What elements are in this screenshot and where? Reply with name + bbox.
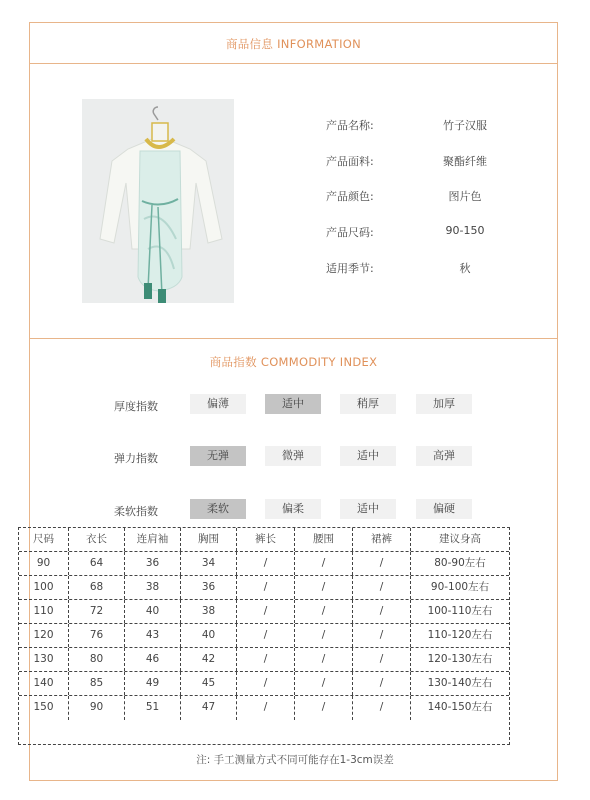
table-cell: 46	[125, 648, 181, 671]
table-cell: /	[237, 672, 295, 695]
index-option-selected: 适中	[265, 394, 321, 414]
index-label-softness: 柔软指数	[114, 505, 158, 518]
index-option: 加厚	[416, 394, 472, 414]
table-cell: 68	[69, 576, 125, 599]
table-row	[19, 672, 509, 696]
table-cell: 120-130左右	[427, 653, 493, 665]
table-cell: 43	[125, 624, 181, 647]
table-cell: /	[295, 672, 353, 695]
table-cell: 51	[125, 696, 181, 720]
index-option: 高弹	[416, 446, 472, 466]
table-cell: 130	[19, 648, 69, 671]
index-option: 偏硬	[416, 499, 472, 519]
table-header-cell: 衣长	[69, 528, 125, 551]
table-cell: 38	[181, 600, 237, 623]
index-option: 偏薄	[190, 394, 246, 414]
index-option: 偏柔	[265, 499, 321, 519]
table-cell: /	[353, 624, 411, 647]
info-label: 产品尺码:	[326, 226, 374, 239]
table-row	[19, 552, 509, 576]
table-row	[19, 696, 509, 744]
table-row	[19, 624, 509, 648]
table-header-cell: 连肩袖	[125, 528, 181, 551]
info-value: 聚酯纤维	[443, 155, 487, 168]
index-label-thickness: 厚度指数	[114, 400, 158, 413]
table-cell: /	[353, 696, 411, 720]
info-section-title: 商品信息 INFORMATION	[225, 37, 362, 51]
index-option: 适中	[340, 446, 396, 466]
table-cell: 110	[19, 600, 69, 623]
table-cell: 150	[19, 696, 69, 720]
table-cell: /	[295, 600, 353, 623]
info-row-size	[326, 224, 546, 240]
table-cell: /	[353, 600, 411, 623]
table-cell: 80-90左右	[434, 557, 486, 569]
hanfu-dress-image	[82, 99, 234, 303]
table-cell: 36	[181, 576, 237, 599]
table-header-cell: 建议身高	[439, 533, 481, 545]
table-header-cell: 胸围	[181, 528, 237, 551]
table-cell: 47	[181, 696, 237, 720]
info-value: 竹子汉服	[443, 119, 487, 132]
table-cell: 90	[69, 696, 125, 720]
table-cell: /	[237, 600, 295, 623]
table-cell: /	[237, 624, 295, 647]
measurement-note: 注: 手工测量方式不同可能存在1-3cm误差	[196, 754, 394, 766]
divider	[30, 338, 557, 339]
table-header-cell: 裙裤	[353, 528, 411, 551]
table-row	[19, 576, 509, 600]
table-cell: /	[353, 648, 411, 671]
info-label: 适用季节:	[326, 262, 374, 275]
table-cell: /	[237, 648, 295, 671]
table-cell: /	[237, 552, 295, 575]
info-row-fabric	[326, 153, 546, 169]
info-label: 产品颜色:	[326, 190, 374, 203]
table-cell: /	[353, 672, 411, 695]
table-header-cell: 腰围	[295, 528, 353, 551]
table-cell: 100-110左右	[427, 605, 493, 617]
divider	[30, 63, 557, 64]
table-cell: 85	[69, 672, 125, 695]
info-row-season	[326, 260, 546, 276]
index-section-title: 商品指数 COMMODITY INDEX	[209, 355, 378, 369]
index-option: 稍厚	[340, 394, 396, 414]
table-cell: 140	[19, 672, 69, 695]
info-value: 图片色	[448, 190, 482, 203]
table-cell: /	[353, 576, 411, 599]
table-cell: /	[237, 696, 295, 720]
product-photo	[82, 99, 234, 303]
table-cell: /	[295, 696, 353, 720]
table-cell: /	[295, 648, 353, 671]
table-cell: 90	[19, 552, 69, 575]
table-cell: 100	[19, 576, 69, 599]
table-cell: /	[295, 576, 353, 599]
table-cell: /	[353, 552, 411, 575]
table-cell: 40	[181, 624, 237, 647]
info-label: 产品名称:	[326, 119, 374, 132]
table-cell: 64	[69, 552, 125, 575]
index-label-elasticity: 弹力指数	[114, 452, 158, 465]
table-cell: 40	[125, 600, 181, 623]
info-value: 90-150	[445, 224, 485, 237]
info-label: 产品面料:	[326, 155, 374, 168]
table-cell: 130-140左右	[427, 677, 493, 689]
table-cell: 120	[19, 624, 69, 647]
table-row	[19, 648, 509, 672]
index-option-selected: 柔软	[190, 499, 246, 519]
info-value: 秋	[459, 262, 471, 275]
info-row-color	[326, 188, 546, 204]
table-cell: 110-120左右	[427, 629, 493, 641]
table-cell: 45	[181, 672, 237, 695]
table-row	[19, 600, 509, 624]
table-header-row	[19, 528, 509, 552]
table-cell: 80	[69, 648, 125, 671]
table-cell: 49	[125, 672, 181, 695]
table-cell: 38	[125, 576, 181, 599]
info-row-name	[326, 117, 546, 133]
table-cell: 36	[125, 552, 181, 575]
table-cell: 34	[181, 552, 237, 575]
table-cell: /	[295, 552, 353, 575]
table-cell: 90-100左右	[430, 581, 490, 593]
table-cell: 42	[181, 648, 237, 671]
table-cell: 140-150左右	[427, 701, 493, 713]
table-cell: /	[295, 624, 353, 647]
index-option: 适中	[340, 499, 396, 519]
table-cell: 72	[69, 600, 125, 623]
table-cell: 76	[69, 624, 125, 647]
table-header-cell: 裤长	[237, 528, 295, 551]
table-header-cell: 尺码	[19, 528, 69, 551]
size-table	[18, 527, 510, 745]
index-option-selected: 无弹	[190, 446, 246, 466]
table-cell: /	[237, 576, 295, 599]
index-option: 微弹	[265, 446, 321, 466]
